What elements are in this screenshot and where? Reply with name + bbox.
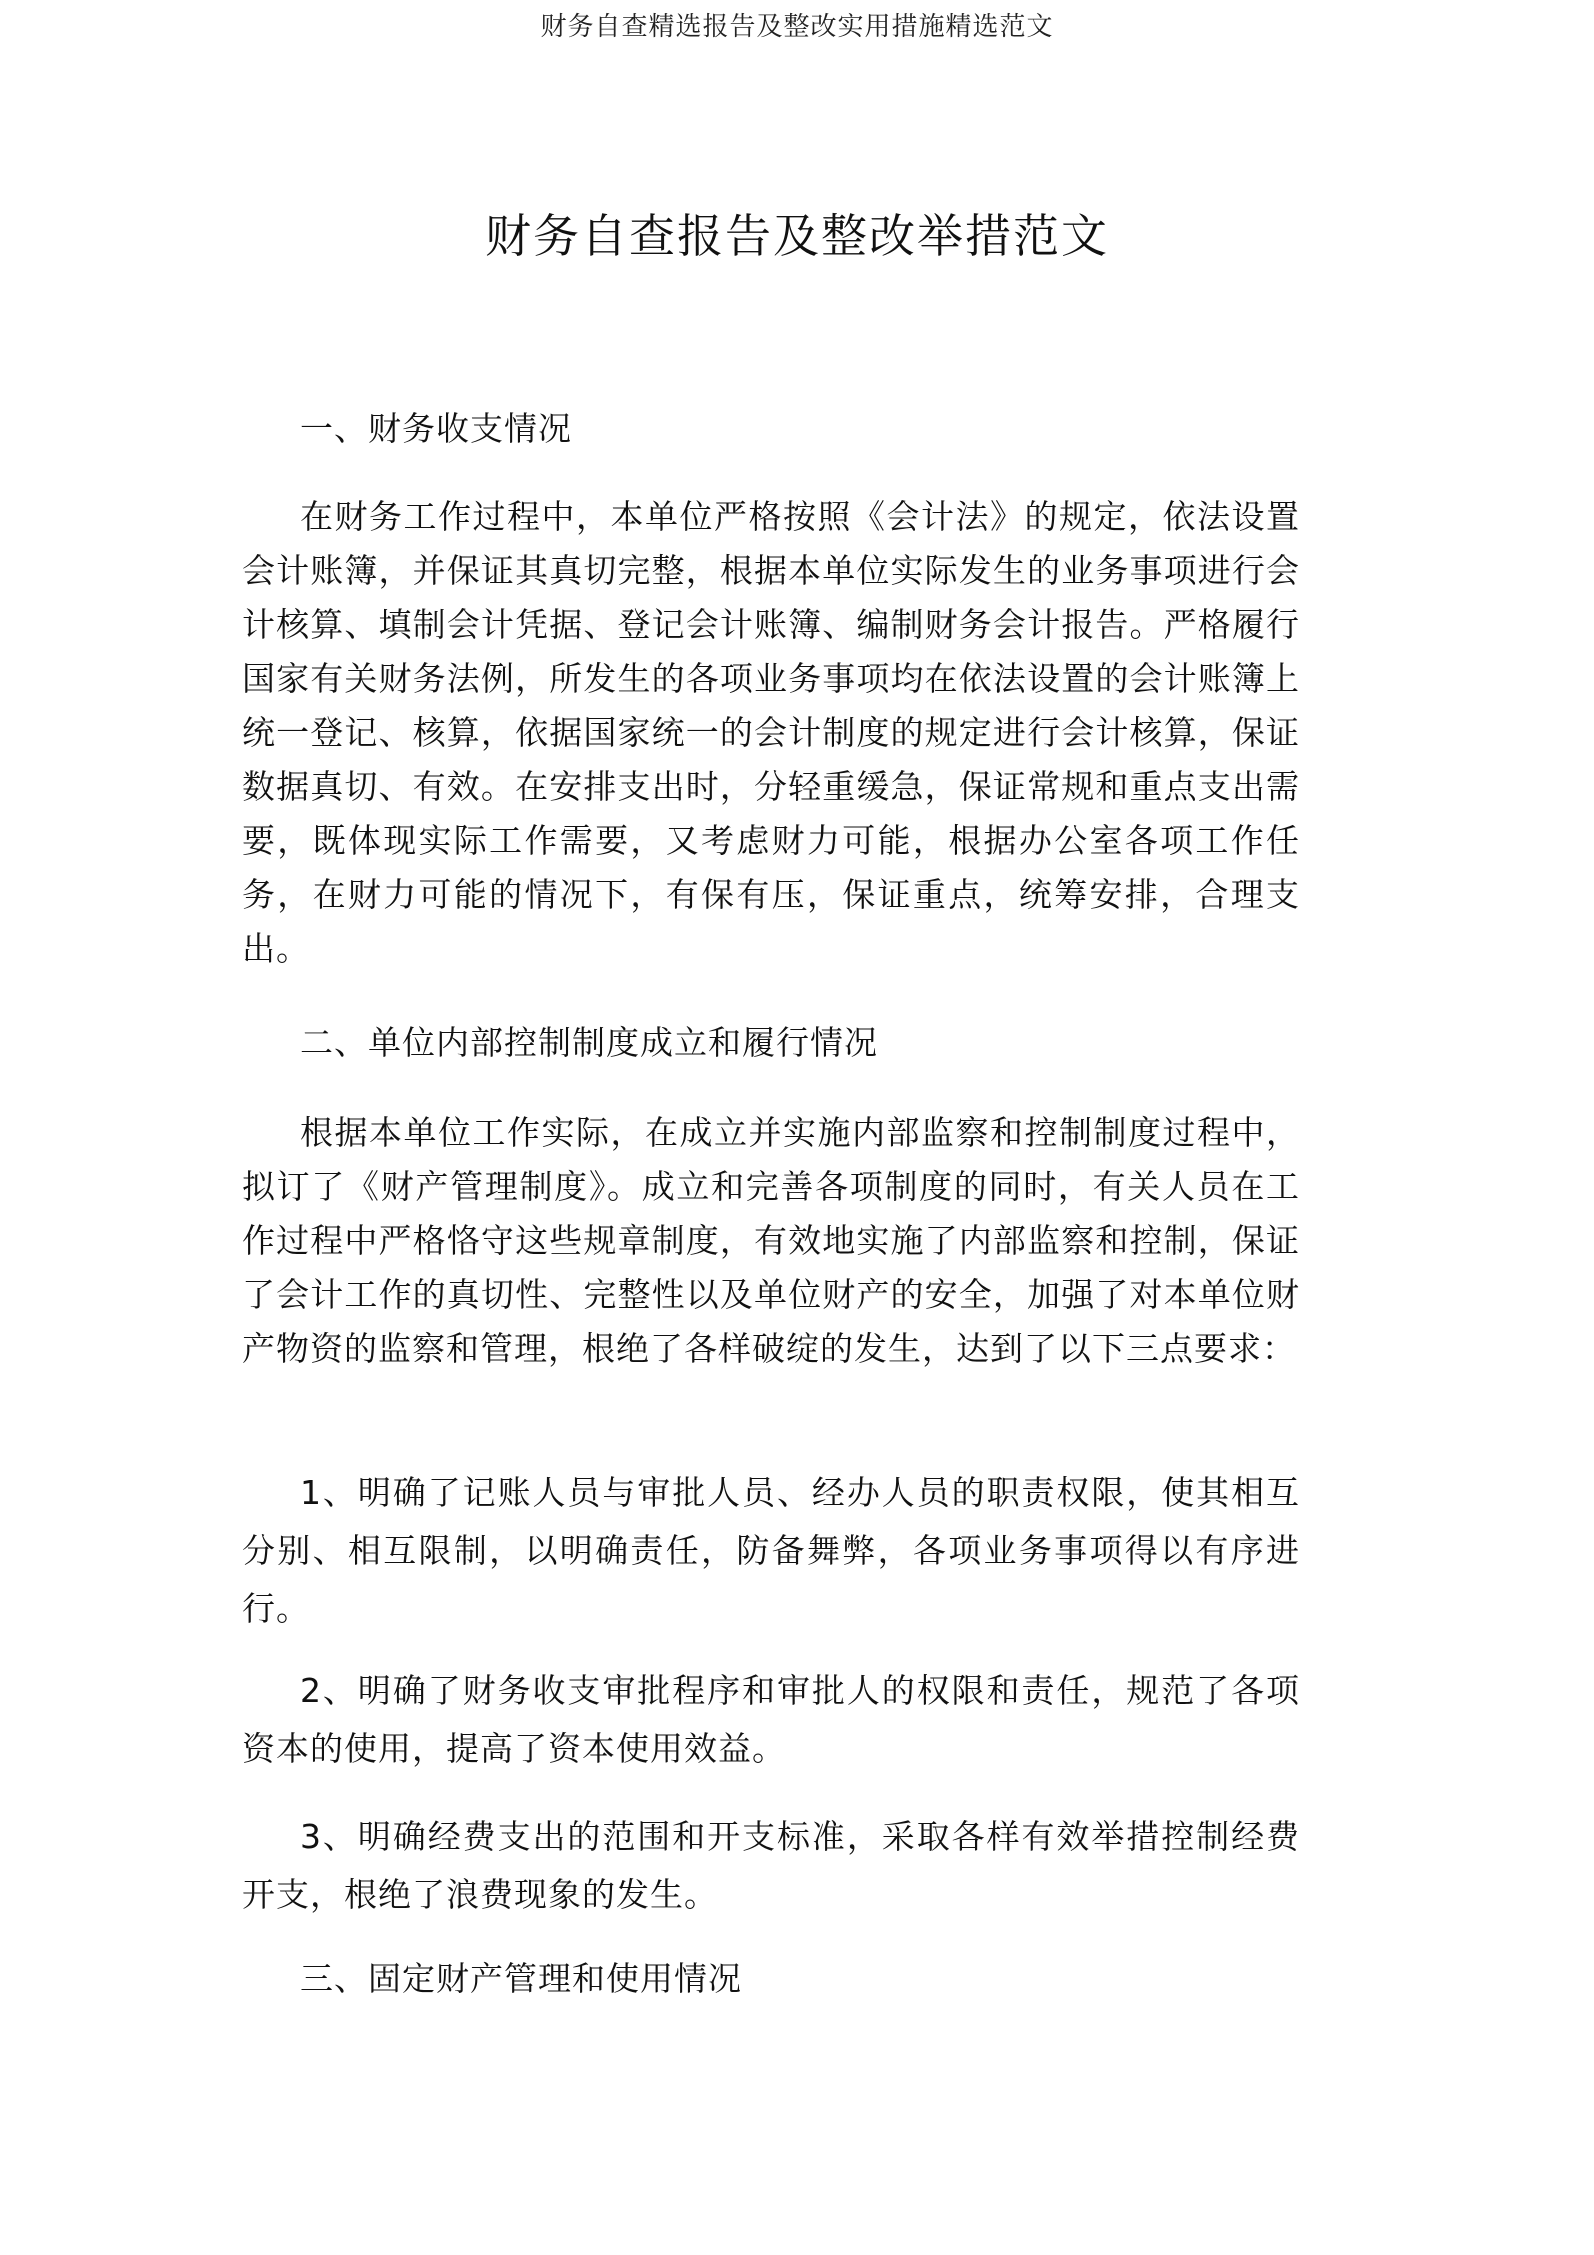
list-item-2 [242,1662,1300,1778]
list-item-3 [242,1808,1300,1924]
section1-heading: 一、财务收支情况 [300,409,572,448]
section1-paragraph: 在财务工作过程中，本单位严格按照《会计法》的规定，依法设置会计账簿，并保证其真切完整，根据本单位实际发生的业务事项进行会计核算、填制会计凭据、登记会计账簿、编制财务会计报告。严格履行国家有关财务法例，所发生的各项业务事项均在依法设置的会计账簿上统一登记、核算，依据国家统一的会计制度的规定进行会计核算，保证数据真切、有效。在安排支出时，分轻重缓急，保证常规和重点支出需要，既体现实际工作需要，又考虑财力可能，根据办公室各项工作任务，在财力可能的情况下，有保有压，保证重点，统筹安排，合理支出。 [242,497,1300,968]
list-item-text: 、明确了记账人员与审批人员、经办人员的职责权限，使其相互分别、相互限制，以明确责任，防备舞弊，各项业务事项得以有序进行。 [242,1473,1300,1628]
list-item-text: 、明确了财务收支审批程序和审批人的权限和责任，规范了各项资本的使用，提高了资本使用效益。 [242,1671,1300,1768]
list-item-number: 2 [300,1671,322,1710]
section2-paragraph: 根据本单位工作实际，在成立并实施内部监察和控制制度过程中，拟订了《财产管理制度》。成立和完善各项制度的同时，有关人员在工作过程中严格恪守这些规章制度，有效地实施了内部监察和控制，保证了会计工作的真切性、完整性以及单位财产的安全，加强了对本单位财产物资的监察和管理，根绝了各样破绽的发生，达到了以下三点要求： [242,1113,1300,1368]
list-item-text: 、明确经费支出的范围和开支标准，采取各样有效举措控制经费开支，根绝了浪费现象的发生。 [242,1817,1300,1914]
running-header: 财务自查精选报告及整改实用措施精选范文 [540,12,1054,42]
section3-heading: 三、固定财产管理和使用情况 [300,1959,742,1998]
list-item-1 [242,1464,1300,1638]
document-title: 财务自查报告及整改举措范文 [485,209,1109,263]
list-item-number: 1 [300,1473,322,1512]
section2-heading: 二、单位内部控制制度成立和履行情况 [300,1023,878,1062]
list-item-number: 3 [300,1817,322,1856]
